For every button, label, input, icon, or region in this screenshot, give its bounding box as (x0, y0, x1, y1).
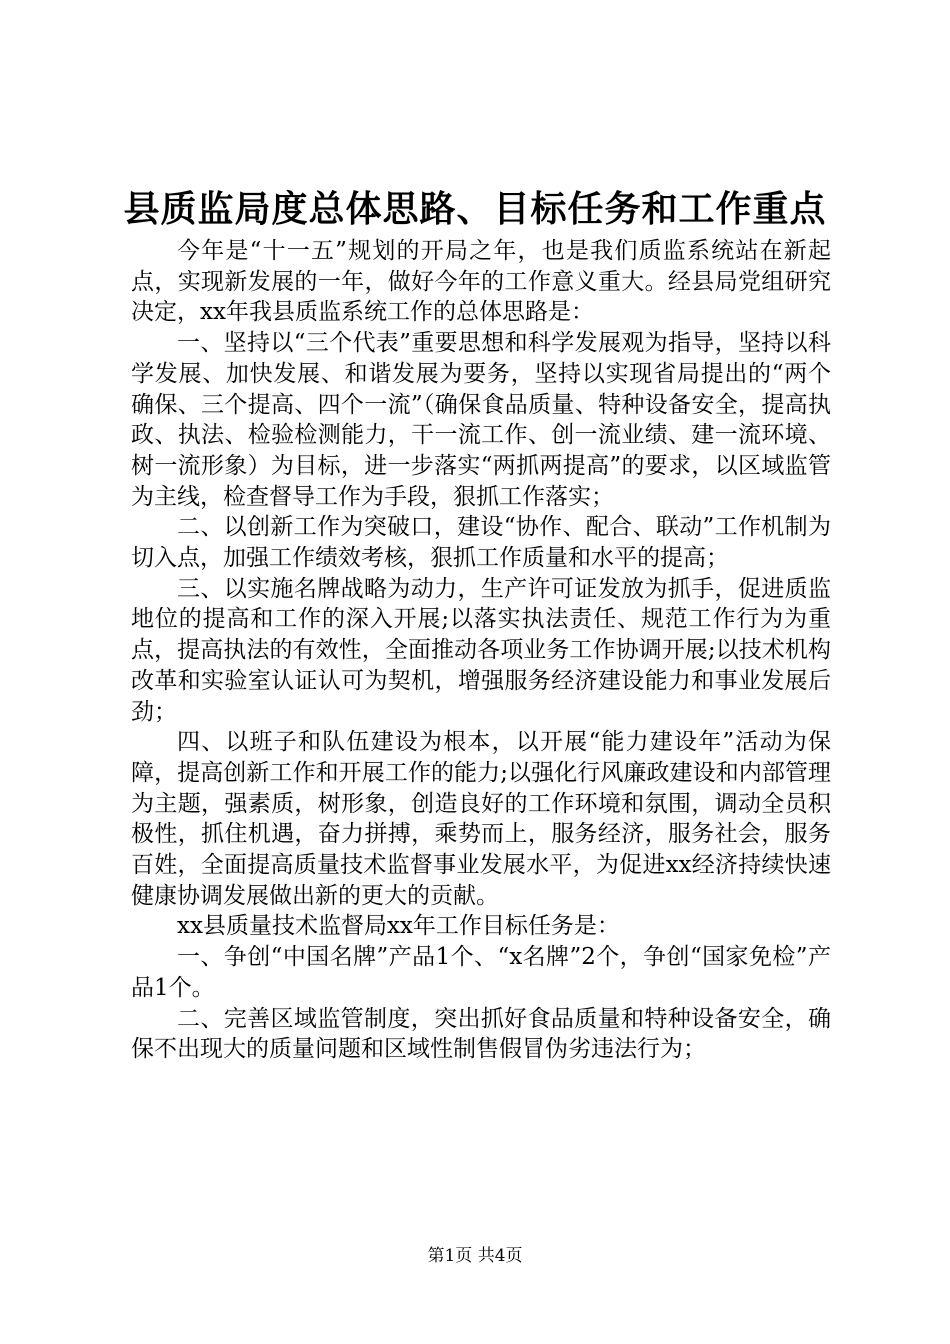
paragraph-point-2: 二、以创新工作为突破口，建设“协作、配合、联动”工作机制为切入点，加强工作绩效考核，狠抓工作质量和水平的提高； (131, 514, 831, 572)
paragraph-point-4: 四、以班子和队伍建设为根本，以开展“能力建设年”活动为保障，提高创新工作和开展工作的能力;以强化行风廉政建设和内部管理为主题，强素质，树形象，创造良好的工作环境和氛围，调动全员积极性，抓住机遇，奋力拼搏，乘势而上，服务经济，服务社会，服务百姓，全面提高质量技术监督事业发展水平，为促进xx经济持续快速健康协调发展做出新的更大的贡献。 (131, 729, 831, 909)
paragraph-target-2: 二、完善区域监管制度，突出抓好食品质量和特种设备安全，确保不出现大的质量问题和区域性制售假冒伪劣违法行为； (131, 1005, 831, 1063)
paragraph-target-1: 一、争创“中国名牌”产品1个、“x名牌”2个，争创“国家免检”产品1个。 (131, 944, 831, 1001)
document-title: 县质监局度总体思路、目标任务和工作重点 (123, 188, 827, 230)
page-number: 第1页 共4页 (427, 1246, 523, 1266)
paragraph-intro: 今年是“十一五”规划的开局之年，也是我们质监系统站在新起点，实现新发展的一年，做好今年的工作意义重大。经县局党组研究决定，xx年我县质监系统工作的总体思路是： (131, 238, 831, 326)
paragraph-targets-heading: xx县质量技术监督局xx年工作目标任务是： (177, 913, 620, 940)
paragraph-point-1: 一、坚持以“三个代表”重要思想和科学发展观为指导，坚持以科学发展、加快发展、和谐发展为要务，坚持以实现省局提出的“两个确保、三个提高、四个一流”（确保食品质量、特种设备安全，提高执政、执法、检验检测能力，干一流工作、创一流业绩、建一流环境、树一流形象）为目标，进一步落实“两抓两提高”的要求，以区域监管为主线，检查督导工作为手段，狠抓工作落实； (131, 330, 831, 510)
document-body (131, 236, 831, 1065)
paragraph-point-3: 三、以实施名牌战略为动力，生产许可证发放为抓手，促进质监地位的提高和工作的深入开展;以落实执法责任、规范工作行为为重点，提高执法的有效性，全面推动各项业务工作协调开展;以技术机构改革和实验室认证认可为契机，增强服务经济建设能力和事业发展后劲； (131, 575, 831, 725)
